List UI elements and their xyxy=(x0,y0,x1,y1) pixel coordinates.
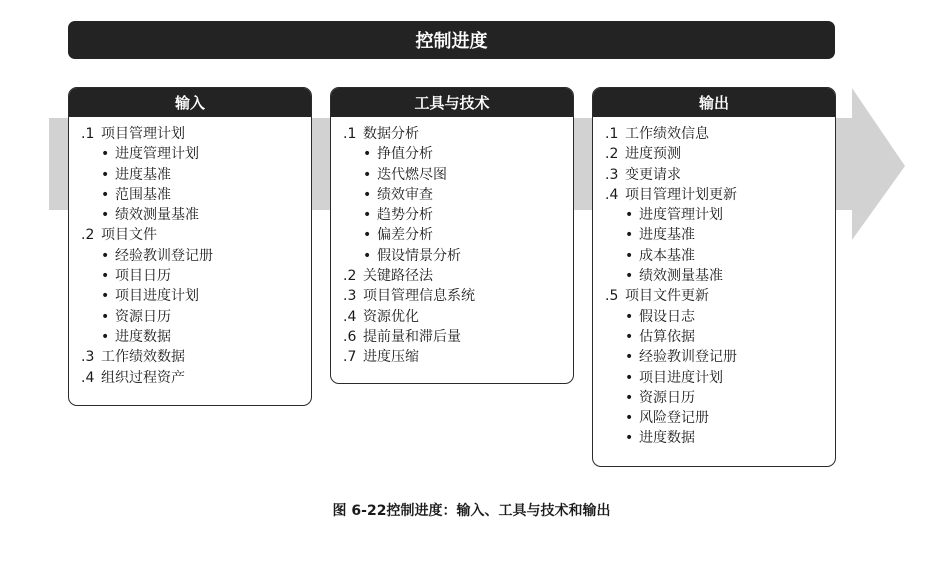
sub-item-label: 绩效测量基准 xyxy=(115,207,199,224)
outputs-heading-text: 输出 xyxy=(698,94,729,112)
sub-item-label: 资源日历 xyxy=(115,308,171,325)
sub-item xyxy=(605,307,835,327)
bullet-icon: • xyxy=(625,227,634,244)
bullet-icon: • xyxy=(101,247,110,264)
item-number: .1 xyxy=(605,126,619,142)
item-number: .4 xyxy=(81,369,95,386)
sub-item-label: 偏差分析 xyxy=(377,227,433,244)
tools-heading xyxy=(331,88,573,117)
inputs-panel xyxy=(68,87,312,406)
list-item xyxy=(81,225,311,245)
item-label: 项目管理信息系统 xyxy=(363,288,475,305)
bullet-icon: • xyxy=(101,166,110,183)
sub-item-label: 估算依据 xyxy=(639,328,695,345)
sub-item-label: 经验教训登记册 xyxy=(639,349,737,366)
list-item xyxy=(343,347,573,367)
item-number: .2 xyxy=(605,146,619,163)
item-number: .1 xyxy=(343,126,357,142)
item-label: 项目文件 xyxy=(101,227,157,244)
process-title xyxy=(68,21,835,59)
bullet-icon: • xyxy=(625,389,634,406)
outputs-list xyxy=(593,117,835,449)
bullet-icon: • xyxy=(363,166,372,183)
sub-item-label: 资源日历 xyxy=(639,389,695,406)
item-number: .4 xyxy=(605,186,619,203)
bullet-icon: • xyxy=(363,227,372,244)
sub-item-label: 进度管理计划 xyxy=(639,207,723,224)
item-number: .1 xyxy=(81,126,95,142)
item-number: .2 xyxy=(81,227,95,244)
item-number: .2 xyxy=(343,268,357,285)
sub-item xyxy=(81,185,311,205)
sub-item-label: 进度数据 xyxy=(639,430,695,447)
sub-item xyxy=(81,327,311,347)
list-item xyxy=(81,368,311,388)
sub-item xyxy=(81,286,311,306)
sub-item-label: 范围基准 xyxy=(115,186,171,203)
sub-item-label: 绩效审查 xyxy=(377,186,433,203)
sub-item xyxy=(605,205,835,225)
sub-item xyxy=(605,347,835,367)
sub-item xyxy=(343,225,573,245)
outputs-heading xyxy=(593,88,835,117)
bullet-icon: • xyxy=(625,410,634,427)
bullet-icon: • xyxy=(625,430,634,447)
item-number: .6 xyxy=(343,328,357,345)
list-item xyxy=(605,124,835,144)
bullet-icon: • xyxy=(101,186,110,203)
bullet-icon: • xyxy=(101,288,110,305)
sub-item xyxy=(605,327,835,347)
item-number: .5 xyxy=(605,288,619,305)
list-item xyxy=(343,286,573,306)
sub-item-label: 经验教训登记册 xyxy=(115,247,213,264)
list-item xyxy=(81,347,311,367)
sub-item-label: 进度基准 xyxy=(639,227,695,244)
bullet-icon: • xyxy=(101,146,110,163)
item-label: 项目管理计划更新 xyxy=(625,186,737,203)
inputs-list xyxy=(69,117,311,388)
bullet-icon: • xyxy=(363,186,372,203)
sub-item xyxy=(343,144,573,164)
item-label: 项目文件更新 xyxy=(625,288,709,305)
sub-item-label: 项目日历 xyxy=(115,268,171,285)
sub-item-label: 趋势分析 xyxy=(377,207,433,224)
tools-heading-text: 工具与技术 xyxy=(414,94,490,112)
sub-item xyxy=(605,408,835,428)
item-number: .3 xyxy=(343,288,357,305)
bullet-icon: • xyxy=(625,247,634,264)
list-item xyxy=(343,266,573,286)
bullet-icon: • xyxy=(363,146,372,163)
bullet-icon: • xyxy=(625,328,634,345)
item-label: 项目管理计划 xyxy=(101,126,185,142)
outputs-panel xyxy=(592,87,836,467)
sub-item xyxy=(81,266,311,286)
item-number: .7 xyxy=(343,349,357,366)
item-label: 组织过程资产 xyxy=(101,369,185,386)
sub-item xyxy=(343,165,573,185)
inputs-heading-text: 输入 xyxy=(174,94,205,112)
sub-item xyxy=(343,185,573,205)
figure-caption: 图 6-22控制进度：输入、工具与技术和输出 xyxy=(332,503,611,519)
item-label: 数据分析 xyxy=(363,126,419,142)
list-item xyxy=(605,165,835,185)
list-item xyxy=(605,185,835,205)
list-item xyxy=(605,144,835,164)
sub-item-label: 挣值分析 xyxy=(377,146,433,163)
sub-item xyxy=(605,388,835,408)
sub-item-label: 迭代燃尽图 xyxy=(377,166,447,183)
item-label: 提前量和滞后量 xyxy=(363,328,461,345)
bullet-icon: • xyxy=(363,207,372,224)
list-item xyxy=(343,307,573,327)
tools-list xyxy=(331,117,573,368)
item-label: 关键路径法 xyxy=(363,268,433,285)
sub-item xyxy=(605,368,835,388)
sub-item xyxy=(605,246,835,266)
sub-item-label: 绩效测量基准 xyxy=(639,268,723,285)
item-number: .4 xyxy=(343,308,357,325)
inputs-heading xyxy=(69,88,311,117)
sub-item-label: 进度基准 xyxy=(115,166,171,183)
list-item xyxy=(605,286,835,306)
sub-item xyxy=(81,246,311,266)
list-item xyxy=(81,124,311,144)
sub-item-label: 风险登记册 xyxy=(639,410,709,427)
item-label: 工作绩效信息 xyxy=(625,126,709,142)
item-label: 资源优化 xyxy=(363,308,419,325)
item-number: .3 xyxy=(605,166,619,183)
bullet-icon: • xyxy=(625,349,634,366)
bullet-icon: • xyxy=(625,268,634,285)
item-label: 进度预测 xyxy=(625,146,681,163)
list-item xyxy=(343,327,573,347)
bullet-icon: • xyxy=(363,247,372,264)
sub-item xyxy=(81,307,311,327)
sub-item xyxy=(81,205,311,225)
bullet-icon: • xyxy=(625,207,634,224)
sub-item xyxy=(343,246,573,266)
tools-panel xyxy=(330,87,574,384)
bullet-icon: • xyxy=(101,328,110,345)
bullet-icon: • xyxy=(625,369,634,386)
bullet-icon: • xyxy=(101,268,110,285)
sub-item-label: 项目进度计划 xyxy=(639,369,723,386)
sub-item-label: 成本基准 xyxy=(639,247,695,264)
bullet-icon: • xyxy=(101,207,110,224)
sub-item-label: 进度数据 xyxy=(115,328,171,345)
item-label: 进度压缩 xyxy=(363,349,419,366)
item-label: 工作绩效数据 xyxy=(101,349,185,366)
sub-item-label: 假设情景分析 xyxy=(377,247,461,264)
sub-item xyxy=(605,266,835,286)
sub-item-label: 假设日志 xyxy=(639,308,695,325)
list-item xyxy=(343,124,573,144)
sub-item-label: 进度管理计划 xyxy=(115,146,199,163)
sub-item xyxy=(343,205,573,225)
sub-item xyxy=(605,225,835,245)
sub-item-label: 项目进度计划 xyxy=(115,288,199,305)
bullet-icon: • xyxy=(625,308,634,325)
sub-item xyxy=(81,165,311,185)
sub-item xyxy=(605,428,835,448)
item-number: .3 xyxy=(81,349,95,366)
sub-item xyxy=(81,144,311,164)
item-label: 变更请求 xyxy=(625,166,681,183)
bullet-icon: • xyxy=(101,308,110,325)
process-title-text: 控制进度 xyxy=(415,31,488,52)
